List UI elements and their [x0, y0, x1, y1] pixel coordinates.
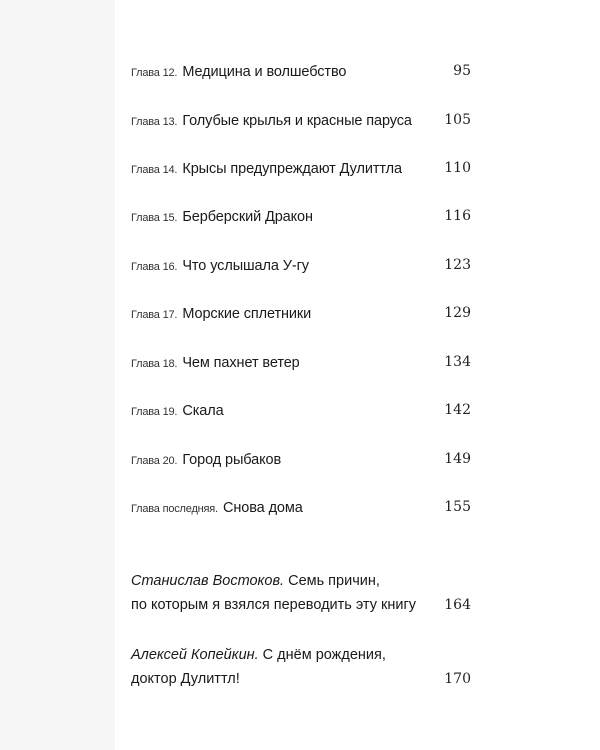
chapter-title: Голубые крылья и красные паруса [182, 113, 412, 129]
chapter-label: Глава 17. [131, 309, 178, 321]
chapter-label: Глава последняя. [131, 503, 218, 515]
afterword-author: Станислав Востоков. [131, 573, 285, 589]
chapter-title: Чем пахнет ветер [182, 355, 300, 371]
chapter-label: Глава 16. [131, 261, 178, 273]
afterword-page-number: 164 [444, 597, 471, 613]
chapter-page-number: 149 [444, 451, 471, 467]
afterword-author: Алексей Копейкин. [131, 647, 259, 663]
chapter-page-number: 134 [444, 354, 471, 370]
chapter-label: Глава 14. [131, 164, 178, 176]
chapter-label: Глава 19. [131, 406, 178, 418]
chapter-page-number: 105 [444, 112, 471, 128]
afterword-title-line-2: доктор Дулиттл! [131, 671, 240, 687]
table-of-contents-page [115, 0, 600, 750]
chapter-label: Глава 20. [131, 455, 178, 467]
afterword-title-line-1: С днём рождения, [262, 647, 386, 663]
chapter-page-number: 95 [453, 63, 471, 79]
afterword-line-1 [131, 643, 471, 667]
chapter-page-number: 123 [444, 257, 471, 273]
left-margin-strip [0, 0, 115, 750]
chapter-title: Берберский Дракон [182, 209, 313, 225]
afterword-title-line-1: Семь причин, [288, 573, 380, 589]
afterword-page-number: 170 [444, 671, 471, 687]
chapter-label: Глава 15. [131, 212, 178, 224]
chapter-page-number: 142 [444, 402, 471, 418]
chapter-page-number: 129 [444, 305, 471, 321]
afterword-line-1 [131, 569, 471, 593]
chapter-label: Глава 18. [131, 358, 178, 370]
chapter-title: Снова дома [223, 500, 303, 516]
chapter-page-number: 155 [444, 499, 471, 515]
chapter-label: Глава 12. [131, 67, 178, 79]
chapter-label: Глава 13. [131, 116, 178, 128]
chapter-title: Скала [182, 403, 224, 419]
chapter-page-number: 116 [444, 208, 471, 224]
chapter-page-number: 110 [444, 160, 471, 176]
chapter-title: Морские сплетники [182, 306, 312, 322]
chapter-title: Город рыбаков [182, 452, 282, 468]
chapter-title: Медицина и волшебство [182, 64, 347, 80]
afterword-title-line-2: по которым я взялся переводить эту книгу [131, 597, 417, 613]
chapter-title: Крысы предупреждают Дулиттла [182, 161, 402, 177]
chapter-title: Что услышала У-гу [182, 258, 309, 274]
